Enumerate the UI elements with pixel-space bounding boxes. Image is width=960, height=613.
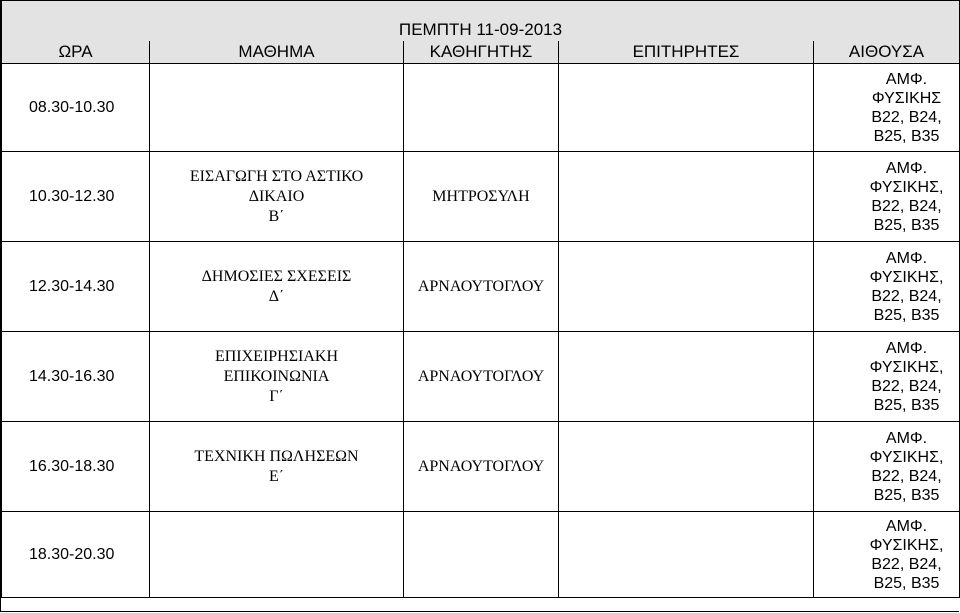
room-cell (814, 422, 960, 512)
room-line: ΦΥΣΙΚΗΣ, (869, 358, 944, 376)
table-row (2, 152, 960, 242)
course-cell (150, 242, 404, 332)
course-line: Γ΄ (269, 387, 284, 405)
table-row (2, 242, 960, 332)
course-line: ΕΠΙΧΕΙΡΗΣΙΑΚΗ (214, 347, 339, 365)
time-cell: 10.30-12.30 (2, 152, 150, 242)
teacher-cell (404, 512, 559, 598)
room-line: Β22, Β24, (871, 555, 942, 573)
room-line: Β22, Β24, (871, 197, 942, 215)
room-line: Β25, Β35 (873, 574, 940, 592)
room-line: ΑΜΦ. (885, 517, 928, 535)
table-row (2, 332, 960, 422)
course-line: ΕΠΙΚΟΙΝΩΝΙΑ (223, 367, 330, 385)
course-cell (150, 332, 404, 422)
header-row (2, 41, 960, 64)
room-cell (814, 64, 960, 152)
header-teacher: ΚΑΘΗΓΗΤΗΣ (404, 41, 559, 64)
course-cell (150, 64, 404, 152)
room-cell (814, 152, 960, 242)
room-line: Β22, Β24, (871, 108, 942, 126)
course-line: ΔΙΚΑΙΟ (248, 187, 305, 205)
course-line: ΕΙΣΑΓΩΓΗ ΣΤΟ ΑΣΤΙΚΟ (189, 167, 364, 185)
header-time: ΩΡΑ (2, 41, 150, 64)
course-cell (150, 512, 404, 598)
room-cell (814, 332, 960, 422)
proctors-cell (559, 152, 814, 242)
teacher-cell: ΑΡΝΑΟΥΤΟΓΛΟΥ (404, 422, 559, 512)
teacher-cell: ΑΡΝΑΟΥΤΟΓΛΟΥ (404, 332, 559, 422)
room-line: ΑΜΦ. (885, 339, 928, 357)
schedule-title: ΠΕΜΠΤΗ 11-09-2013 (2, 1, 960, 42)
room-line: Β25, Β35 (873, 306, 940, 324)
proctors-cell (559, 512, 814, 598)
table-row (2, 422, 960, 512)
room-line: Β25, Β35 (873, 396, 940, 414)
course-line: ΤΕΧΝΙΚΗ ΠΩΛΗΣΕΩΝ (194, 447, 359, 465)
course-cell (150, 152, 404, 242)
course-line: ΔΗΜΟΣΙΕΣ ΣΧΕΣΕΙΣ (201, 267, 352, 285)
time-cell: 14.30-16.30 (2, 332, 150, 422)
course-line: Β΄ (268, 207, 285, 225)
room-line: Β25, Β35 (873, 486, 940, 504)
title-row (2, 1, 960, 42)
room-cell (814, 512, 960, 598)
table-row (2, 64, 960, 152)
header-proctors: ΕΠΙΤΗΡΗΤΕΣ (559, 41, 814, 64)
course-cell (150, 422, 404, 512)
room-line: Β22, Β24, (871, 467, 942, 485)
teacher-cell: ΜΗΤΡΟΣΥΛΗ (404, 152, 559, 242)
header-course: ΜΑΘΗΜΑ (150, 41, 404, 64)
time-cell: 18.30-20.30 (2, 512, 150, 598)
table-row (2, 512, 960, 598)
room-line: Β22, Β24, (871, 377, 942, 395)
proctors-cell (559, 242, 814, 332)
room-cell (814, 242, 960, 332)
time-cell: 08.30-10.30 (2, 64, 150, 152)
room-line: ΑΜΦ. (885, 249, 928, 267)
room-line: ΦΥΣΙΚΗΣ, (869, 448, 944, 466)
room-line: Β25, Β35 (873, 216, 940, 234)
course-line: Ε΄ (268, 467, 285, 485)
teacher-cell: ΑΡΝΑΟΥΤΟΓΛΟΥ (404, 242, 559, 332)
room-line: ΦΥΣΙΚΗΣ, (869, 268, 944, 286)
room-line: ΦΥΣΙΚΗΣ, (869, 536, 944, 554)
room-line: Β25, Β35 (873, 127, 940, 145)
header-room: ΑΙΘΟΥΣΑ (814, 41, 960, 64)
room-line: ΑΜΦ. (885, 70, 928, 88)
room-line: ΦΥΣΙΚΗΣ (871, 89, 942, 107)
teacher-cell (404, 64, 559, 152)
room-line: ΑΜΦ. (885, 429, 928, 447)
room-line: ΑΜΦ. (885, 159, 928, 177)
proctors-cell (559, 332, 814, 422)
proctors-cell (559, 64, 814, 152)
schedule-table (1, 0, 960, 598)
time-cell: 16.30-18.30 (2, 422, 150, 512)
room-line: ΦΥΣΙΚΗΣ, (869, 178, 944, 196)
time-cell: 12.30-14.30 (2, 242, 150, 332)
course-line: Δ΄ (268, 287, 285, 305)
proctors-cell (559, 422, 814, 512)
room-line: Β22, Β24, (871, 287, 942, 305)
